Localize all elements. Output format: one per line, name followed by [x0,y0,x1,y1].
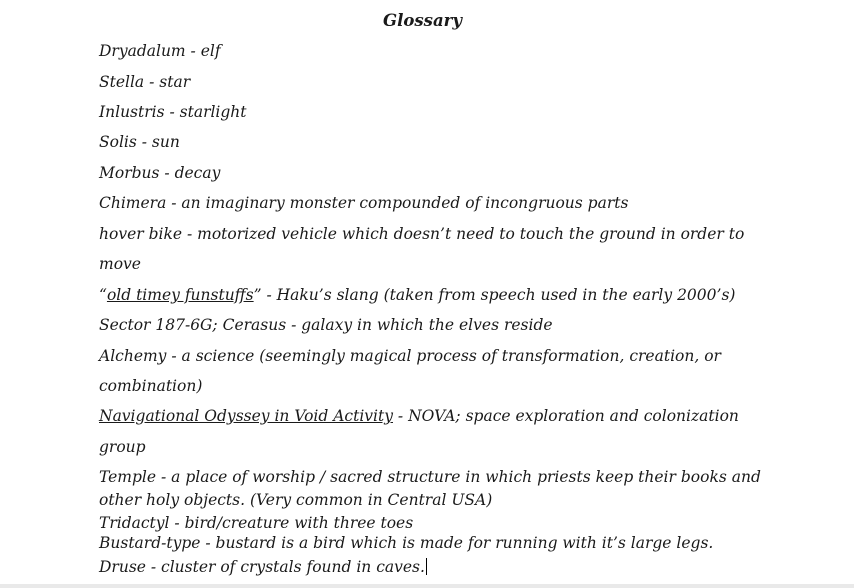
glossary-entry-dryadalum: Dryadalum - elf [99,42,221,60]
glossary-entry-druse-text: Druse - cluster of crystals found in caves. [99,558,425,576]
glossary-definition: - NOVA; space exploration and colonization [393,407,739,425]
bottom-scroll-edge [0,584,854,588]
text-cursor [426,558,428,575]
glossary-entry-alchemy-continued: combination) [99,377,203,395]
glossary-entry-solis: Solis - sun [99,133,180,151]
page-title: Glossary [383,11,462,30]
glossary-entry-tridactyl: Tridactyl - bird/creature with three toes [99,514,414,532]
glossary-entry-hover-bike-continued: move [99,255,141,273]
glossary-entry-sector: Sector 187-6G; Cerasus - galaxy in which the elves reside [99,316,553,334]
glossary-entry-alchemy: Alchemy - a science (seemingly magical process of transformation, creation, or [99,347,721,365]
glossary-entry-chimera: Chimera - an imaginary monster compounded of incongruous parts [99,194,629,212]
glossary-entry-old-timey-funstuffs [99,284,739,306]
open-quote: “ [99,286,107,304]
glossary-entry-morbus: Morbus - decay [99,164,221,182]
glossary-term-underlined: old timey funstuffs [106,286,254,304]
glossary-entry-inlustris: Inlustris - starlight [99,103,247,121]
glossary-entry-hover-bike: hover bike - motorized vehicle which doesn’t need to touch the ground in order to [99,225,745,243]
glossary-definition: ” - Haku’s slang (taken from speech used in the early 2000’s) [253,286,736,304]
glossary-entry-nova-continued: group [99,438,146,456]
glossary-entry-nova [99,405,739,427]
glossary-entry-temple-continued: other holy objects. (Very common in Central USA) [99,491,493,509]
glossary-entry-druse[interactable] [99,556,739,578]
glossary-term-underlined: Navigational Odyssey in Void Activity [99,407,393,425]
glossary-entry-temple: Temple - a place of worship / sacred structure in which priests keep their books and [99,468,761,486]
glossary-entry-bustard-type: Bustard-type - bustard is a bird which is made for running with it’s large legs. [99,534,714,552]
glossary-entry-stella: Stella - star [99,73,191,91]
